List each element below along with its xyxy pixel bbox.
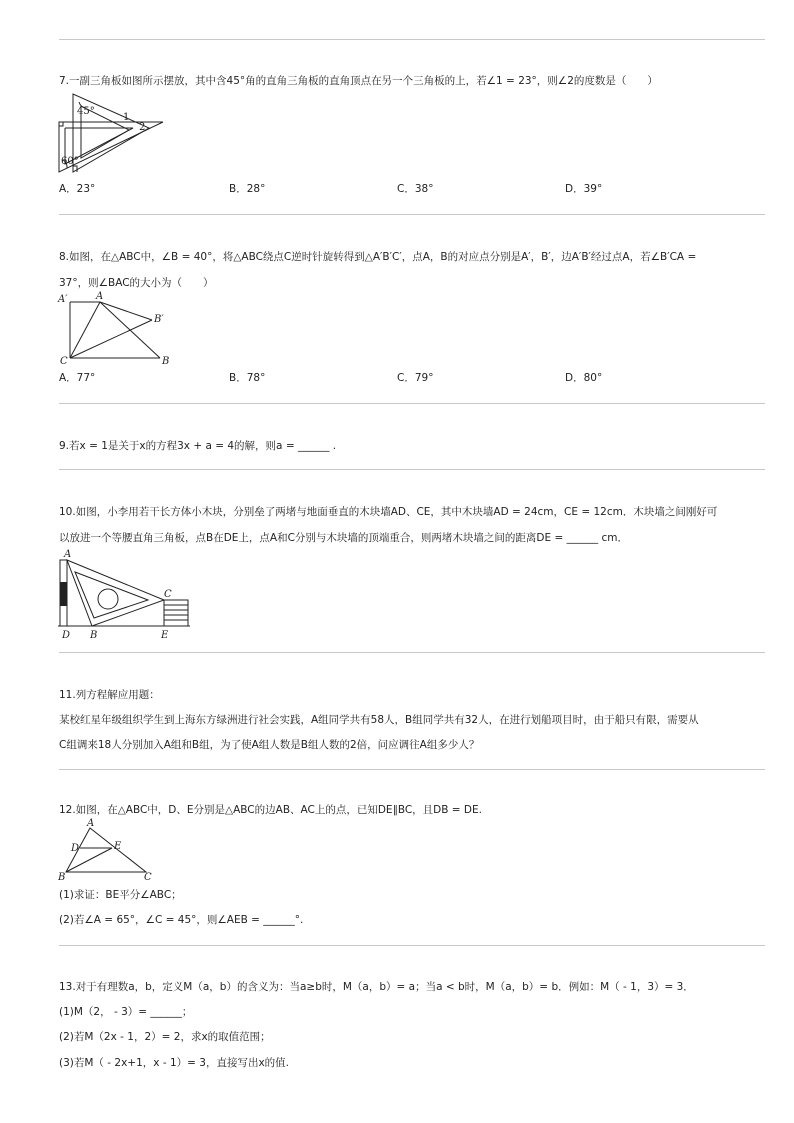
q8-figure <box>56 292 176 368</box>
q10-label-a: A <box>64 549 72 560</box>
q7-option-b: B．28° <box>229 183 266 195</box>
q10-label-b: B <box>90 630 98 641</box>
q12-part2: (2)若∠A = 65°，∠C = 45°，则∠AEB = ______°. <box>59 914 304 926</box>
q11-line2: C组调来18人分别加入A组和B组，为了使A组人数是B组人数的2倍，问应调往A组多少人？ <box>59 739 480 751</box>
divider-q11 <box>59 769 765 770</box>
q12-label-a: A <box>87 818 95 829</box>
q8-label-a-prime: A′ <box>58 294 68 305</box>
q7-angle-2: 2 <box>139 122 146 133</box>
q7-option-d: D．39° <box>565 183 603 195</box>
q8-label-a: A <box>96 291 104 302</box>
q7-stem: 7.一副三角板如图所示摆放，其中含45°角的直角三角板的直角顶点在另一个三角板的上，若∠1 = 23°，则∠2的度数是（ ） <box>59 75 658 87</box>
q13-part1: (1)M（2， - 3）= ______； <box>59 1006 193 1018</box>
divider-q8 <box>59 403 765 404</box>
q8-option-c: C．79° <box>397 372 434 384</box>
q8-label-b: B <box>162 356 170 367</box>
q12-label-c: C <box>144 872 152 883</box>
q13-stem: 13.对于有理数a，b，定义M（a，b）的含义为：当a≥b时，M（a，b）= a；当a < b时，M（a，b）= b．例如：M（ - 1，3）= 3． <box>59 981 694 993</box>
divider-top <box>59 39 765 40</box>
q7-angle-45: 45° <box>77 106 95 117</box>
q7-option-c: C．38° <box>397 183 434 195</box>
q8-option-a: A．77° <box>59 372 96 384</box>
q10-label-c: C <box>164 589 172 600</box>
q12-figure <box>56 818 156 882</box>
divider-q7 <box>59 214 765 215</box>
q7-option-a: A．23° <box>59 183 96 195</box>
q12-label-b: B <box>58 872 66 883</box>
q8-stem-line1: 8.如图，在△ABC中，∠B = 40°，将△ABC绕点C逆时针旋转得到△A′B′C′，点A，B的对应点分别是A′，B′，边A′B′经过点A，若∠B′CA = <box>59 251 697 263</box>
q11-line1: 某校红星年级组织学生到上海东方绿洲进行社会实践，A组同学共有58人，B组同学共有32人，在进行划船项目时，由于船只有限，需要从 <box>59 714 699 726</box>
q10-wall-dark-block <box>60 582 67 606</box>
q8-option-d: D．80° <box>565 372 603 384</box>
q10-stem-line2: 以放进一个等腰直角三角板，点B在DE上，点A和C分别与木块墙的顶端重合，则两堵木块墙之间的距离DE = ______ cm． <box>59 532 628 544</box>
q12-stem: 12.如图，在△ABC中，D、E分别是△ABC的边AB、AC上的点，已知DE∥BC，且DB = DE. <box>59 804 482 816</box>
q12-part1: (1)求证：BE平分∠ABC； <box>59 889 182 901</box>
q10-figure <box>56 548 196 642</box>
q7-angle-1: 1 <box>123 112 130 123</box>
divider-q9 <box>59 469 765 470</box>
q8-label-c: C <box>60 356 68 367</box>
divider-q10 <box>59 652 765 653</box>
q9-stem: 9.若x = 1是关于x的方程3x + a = 4的解，则a = ______ . <box>59 440 337 452</box>
q10-stem-line1: 10.如图，小李用若干长方体小木块，分别垒了两堵与地面垂直的木块墙AD、CE，其中木块墙AD = 24cm，CE = 12cm．木块墙之间刚好可 <box>59 506 718 518</box>
q8-option-b: B．78° <box>229 372 266 384</box>
divider-q12 <box>59 945 765 946</box>
q12-label-e: E <box>114 841 122 852</box>
q10-label-e: E <box>161 630 169 641</box>
q13-part2: (2)若M（2x - 1，2）= 2，求x的取值范围； <box>59 1031 271 1043</box>
q12-label-d: D <box>71 843 80 854</box>
q8-label-b-prime: B′ <box>154 314 164 325</box>
q7-angle-60: 60° <box>61 156 79 167</box>
q10-label-d: D <box>62 630 71 641</box>
q8-stem-line2: 37°，则∠BAC的大小为（ ） <box>59 277 214 289</box>
q7-figure <box>57 92 165 174</box>
q13-part3: (3)若M（ - 2x+1，x - 1）= 3，直接写出x的值. <box>59 1057 289 1069</box>
q11-title: 11.列方程解应用题： <box>59 689 160 701</box>
